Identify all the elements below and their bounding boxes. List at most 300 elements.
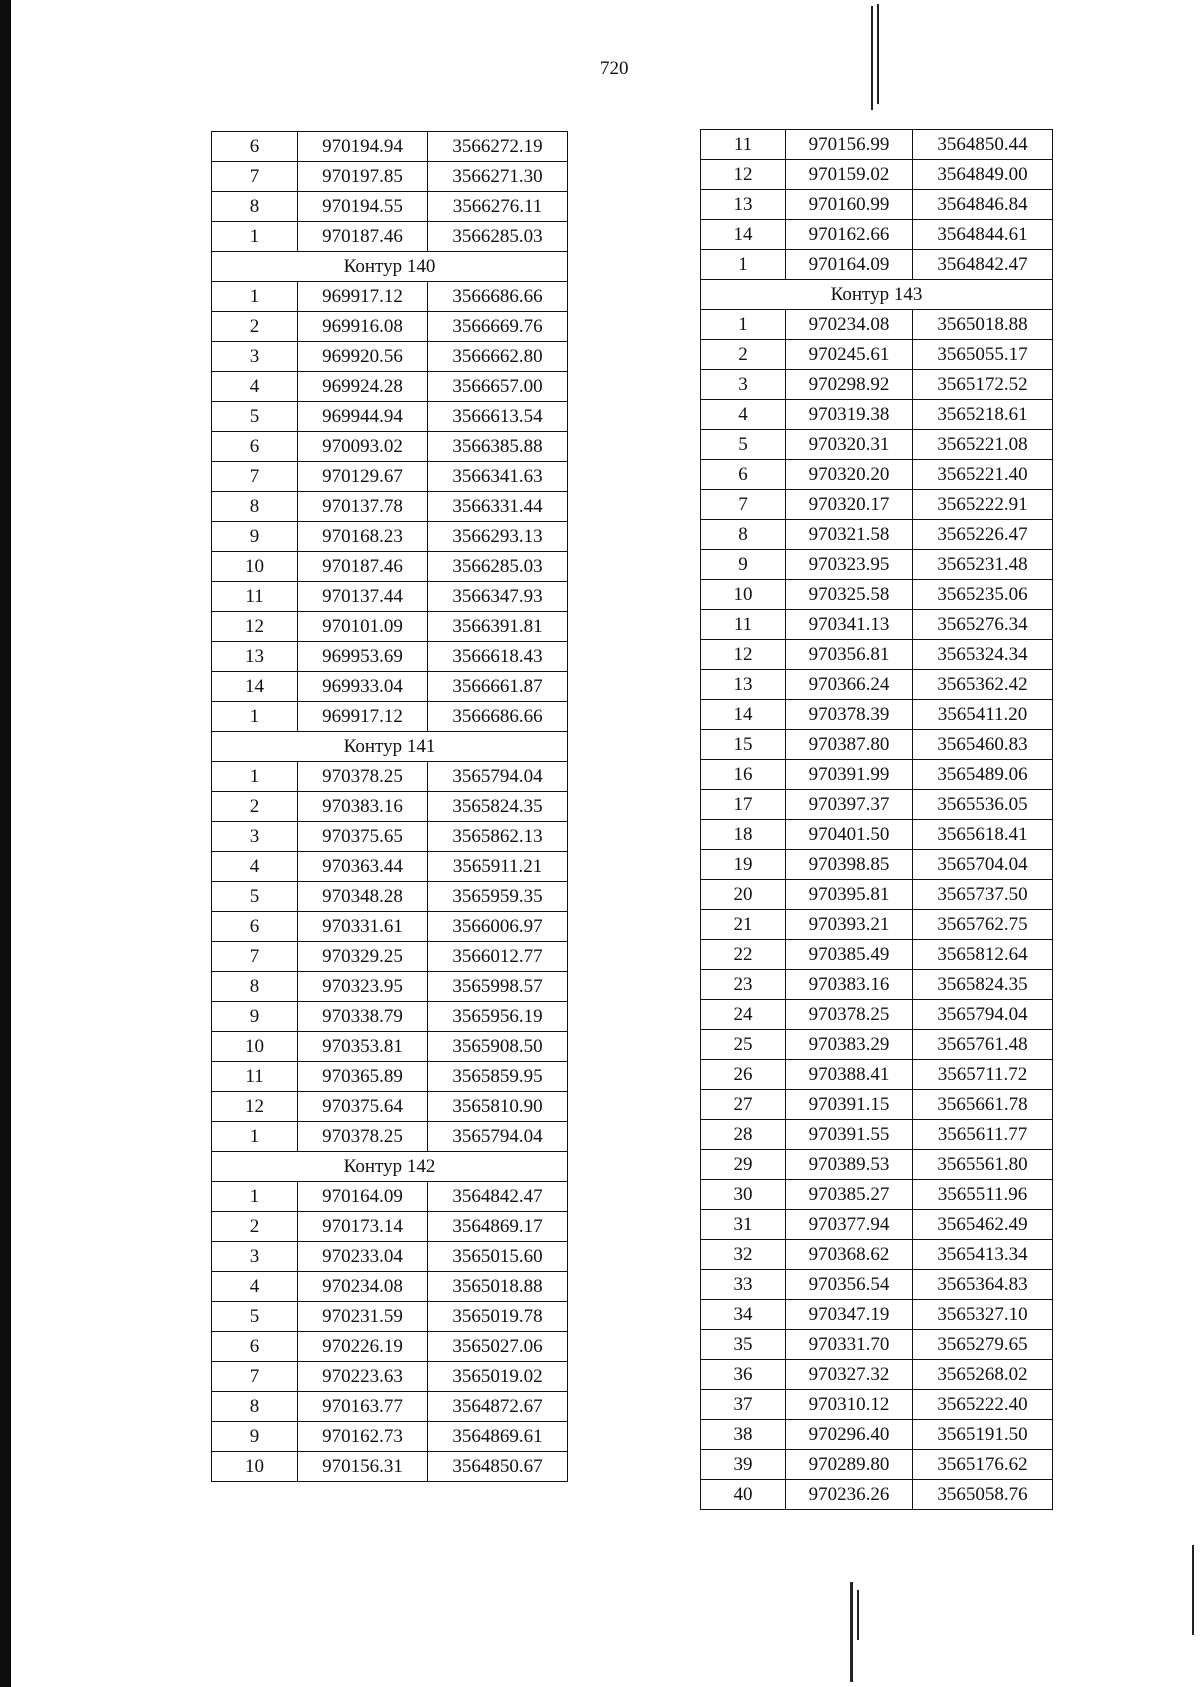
- x-coordinate-cell: 970401.50: [786, 820, 913, 850]
- point-number-cell: 5: [212, 882, 298, 912]
- y-coordinate-cell: 3566661.87: [428, 672, 568, 702]
- table-row: [701, 550, 1053, 580]
- table-row: [701, 1030, 1053, 1060]
- binding-mark-right: [1192, 1545, 1194, 1635]
- x-coordinate-cell: 970356.81: [786, 640, 913, 670]
- x-coordinate-cell: 970197.85: [298, 162, 428, 192]
- point-number-cell: 34: [701, 1300, 786, 1330]
- y-coordinate-cell: 3566347.93: [428, 582, 568, 612]
- table-row: [701, 1090, 1053, 1120]
- x-coordinate-cell: 970129.67: [298, 462, 428, 492]
- x-coordinate-cell: 970233.04: [298, 1242, 428, 1272]
- table-row: [701, 1240, 1053, 1270]
- y-coordinate-cell: 3564872.67: [428, 1392, 568, 1422]
- point-number-cell: 37: [701, 1390, 786, 1420]
- table-row: [701, 310, 1053, 340]
- y-coordinate-cell: 3564844.61: [913, 220, 1053, 250]
- table-row: [212, 192, 568, 222]
- point-number-cell: 1: [212, 222, 298, 252]
- point-number-cell: 35: [701, 1330, 786, 1360]
- y-coordinate-cell: 3565172.52: [913, 370, 1053, 400]
- x-coordinate-cell: 970375.64: [298, 1092, 428, 1122]
- y-coordinate-cell: 3565222.40: [913, 1390, 1053, 1420]
- point-number-cell: 25: [701, 1030, 786, 1060]
- table-row: [701, 580, 1053, 610]
- point-number-cell: 21: [701, 910, 786, 940]
- y-coordinate-cell: 3566271.30: [428, 162, 568, 192]
- x-coordinate-cell: 970383.29: [786, 1030, 913, 1060]
- y-coordinate-cell: 3565618.41: [913, 820, 1053, 850]
- x-coordinate-cell: 970160.99: [786, 190, 913, 220]
- y-coordinate-cell: 3565176.62: [913, 1450, 1053, 1480]
- table-row: [212, 1452, 568, 1482]
- y-coordinate-cell: 3566686.66: [428, 282, 568, 312]
- y-coordinate-cell: 3566272.19: [428, 132, 568, 162]
- table-row: [212, 672, 568, 702]
- x-coordinate-cell: 970353.81: [298, 1032, 428, 1062]
- y-coordinate-cell: 3565704.04: [913, 850, 1053, 880]
- point-number-cell: 4: [701, 400, 786, 430]
- x-coordinate-cell: 970325.58: [786, 580, 913, 610]
- point-number-cell: 3: [212, 1242, 298, 1272]
- table-row: [701, 1180, 1053, 1210]
- point-number-cell: 2: [701, 340, 786, 370]
- table-row: [701, 970, 1053, 1000]
- point-number-cell: 3: [212, 822, 298, 852]
- point-number-cell: 4: [212, 852, 298, 882]
- table-row: [701, 1270, 1053, 1300]
- y-coordinate-cell: 3565222.91: [913, 490, 1053, 520]
- table-row: [212, 282, 568, 312]
- table-row: [701, 160, 1053, 190]
- x-coordinate-cell: 970341.13: [786, 610, 913, 640]
- point-number-cell: 1: [212, 1122, 298, 1152]
- y-coordinate-cell: 3565364.83: [913, 1270, 1053, 1300]
- y-coordinate-cell: 3565015.60: [428, 1242, 568, 1272]
- table-row: [701, 700, 1053, 730]
- point-number-cell: 9: [212, 1002, 298, 1032]
- y-coordinate-cell: 3565279.65: [913, 1330, 1053, 1360]
- y-coordinate-cell: 3566613.54: [428, 402, 568, 432]
- table-row: [701, 370, 1053, 400]
- point-number-cell: 12: [701, 160, 786, 190]
- y-coordinate-cell: 3565859.95: [428, 1062, 568, 1092]
- y-coordinate-cell: 3565324.34: [913, 640, 1053, 670]
- table-row: [212, 432, 568, 462]
- x-coordinate-cell: 970338.79: [298, 1002, 428, 1032]
- table-row: [212, 702, 568, 732]
- table-row: [212, 1272, 568, 1302]
- x-coordinate-cell: 970327.32: [786, 1360, 913, 1390]
- point-number-cell: 3: [212, 342, 298, 372]
- x-coordinate-cell: 970391.55: [786, 1120, 913, 1150]
- y-coordinate-cell: 3564842.47: [428, 1182, 568, 1212]
- x-coordinate-cell: 970164.09: [786, 250, 913, 280]
- y-coordinate-cell: 3565908.50: [428, 1032, 568, 1062]
- table-row: [701, 1330, 1053, 1360]
- x-coordinate-cell: 970363.44: [298, 852, 428, 882]
- table-row: [701, 250, 1053, 280]
- table-row: [212, 1392, 568, 1422]
- point-number-cell: 8: [212, 972, 298, 1002]
- y-coordinate-cell: 3566662.80: [428, 342, 568, 372]
- point-number-cell: 1: [212, 702, 298, 732]
- point-number-cell: 7: [212, 462, 298, 492]
- x-coordinate-cell: 970383.16: [786, 970, 913, 1000]
- point-number-cell: 38: [701, 1420, 786, 1450]
- table-row: [701, 1480, 1053, 1510]
- x-coordinate-cell: 970101.09: [298, 612, 428, 642]
- x-coordinate-cell: 969917.12: [298, 702, 428, 732]
- x-coordinate-cell: 970323.95: [786, 550, 913, 580]
- contour-header-row: [212, 732, 568, 762]
- y-coordinate-cell: 3565956.19: [428, 1002, 568, 1032]
- y-coordinate-cell: 3564850.67: [428, 1452, 568, 1482]
- y-coordinate-cell: 3565019.78: [428, 1302, 568, 1332]
- point-number-cell: 11: [212, 1062, 298, 1092]
- table-row: [701, 430, 1053, 460]
- y-coordinate-cell: 3565824.35: [913, 970, 1053, 1000]
- x-coordinate-cell: 970234.08: [786, 310, 913, 340]
- y-coordinate-cell: 3566618.43: [428, 642, 568, 672]
- table-row: [212, 1122, 568, 1152]
- y-coordinate-cell: 3564869.61: [428, 1422, 568, 1452]
- table-row: [212, 342, 568, 372]
- x-coordinate-cell: 970162.73: [298, 1422, 428, 1452]
- contour-title: Контур 141: [212, 732, 568, 762]
- point-number-cell: 40: [701, 1480, 786, 1510]
- table-row: [212, 1002, 568, 1032]
- point-number-cell: 17: [701, 790, 786, 820]
- table-row: [701, 190, 1053, 220]
- point-number-cell: 2: [212, 792, 298, 822]
- point-number-cell: 1: [701, 250, 786, 280]
- x-coordinate-cell: 970329.25: [298, 942, 428, 972]
- table-row: [212, 852, 568, 882]
- y-coordinate-cell: 3566657.00: [428, 372, 568, 402]
- table-row: [212, 1062, 568, 1092]
- x-coordinate-cell: 970331.61: [298, 912, 428, 942]
- x-coordinate-cell: 970320.31: [786, 430, 913, 460]
- table-row: [212, 162, 568, 192]
- y-coordinate-cell: 3565411.20: [913, 700, 1053, 730]
- table-row: [701, 610, 1053, 640]
- table-row: [701, 400, 1053, 430]
- x-coordinate-cell: 970397.37: [786, 790, 913, 820]
- table-row: [701, 940, 1053, 970]
- point-number-cell: 28: [701, 1120, 786, 1150]
- point-number-cell: 8: [701, 520, 786, 550]
- y-coordinate-cell: 3565812.64: [913, 940, 1053, 970]
- x-coordinate-cell: 969920.56: [298, 342, 428, 372]
- point-number-cell: 7: [212, 162, 298, 192]
- table-row: [701, 1000, 1053, 1030]
- point-number-cell: 11: [212, 582, 298, 612]
- point-number-cell: 1: [701, 310, 786, 340]
- table-row: [701, 1120, 1053, 1150]
- contour-title: Контур 143: [701, 280, 1053, 310]
- table-row: [212, 642, 568, 672]
- y-coordinate-cell: 3565611.77: [913, 1120, 1053, 1150]
- x-coordinate-cell: 970159.02: [786, 160, 913, 190]
- contour-header-row: [701, 280, 1053, 310]
- table-row: [701, 1450, 1053, 1480]
- table-row: [212, 1032, 568, 1062]
- x-coordinate-cell: 970365.89: [298, 1062, 428, 1092]
- y-coordinate-cell: 3565221.40: [913, 460, 1053, 490]
- contour-title: Контур 140: [212, 252, 568, 282]
- y-coordinate-cell: 3564842.47: [913, 250, 1053, 280]
- y-coordinate-cell: 3566686.66: [428, 702, 568, 732]
- y-coordinate-cell: 3565794.04: [428, 1122, 568, 1152]
- x-coordinate-cell: 970298.92: [786, 370, 913, 400]
- point-number-cell: 15: [701, 730, 786, 760]
- coordinates-table-left: [211, 131, 568, 1482]
- table-row: [212, 822, 568, 852]
- x-coordinate-cell: 970137.44: [298, 582, 428, 612]
- x-coordinate-cell: 970378.25: [298, 1122, 428, 1152]
- point-number-cell: 8: [212, 192, 298, 222]
- x-coordinate-cell: 969924.28: [298, 372, 428, 402]
- x-coordinate-cell: 970391.15: [786, 1090, 913, 1120]
- y-coordinate-cell: 3565191.50: [913, 1420, 1053, 1450]
- table-row: [701, 1300, 1053, 1330]
- x-coordinate-cell: 970093.02: [298, 432, 428, 462]
- table-row: [701, 130, 1053, 160]
- y-coordinate-cell: 3565794.04: [913, 1000, 1053, 1030]
- point-number-cell: 14: [701, 220, 786, 250]
- x-coordinate-cell: 970395.81: [786, 880, 913, 910]
- table-row: [212, 372, 568, 402]
- point-number-cell: 13: [701, 670, 786, 700]
- point-number-cell: 26: [701, 1060, 786, 1090]
- point-number-cell: 1: [212, 282, 298, 312]
- y-coordinate-cell: 3566285.03: [428, 552, 568, 582]
- point-number-cell: 2: [212, 1212, 298, 1242]
- x-coordinate-cell: 969953.69: [298, 642, 428, 672]
- x-coordinate-cell: 970320.17: [786, 490, 913, 520]
- y-coordinate-cell: 3566276.11: [428, 192, 568, 222]
- table-row: [701, 1060, 1053, 1090]
- x-coordinate-cell: 970320.20: [786, 460, 913, 490]
- point-number-cell: 10: [212, 1032, 298, 1062]
- y-coordinate-cell: 3566293.13: [428, 522, 568, 552]
- x-coordinate-cell: 970162.66: [786, 220, 913, 250]
- point-number-cell: 9: [701, 550, 786, 580]
- x-coordinate-cell: 969916.08: [298, 312, 428, 342]
- point-number-cell: 30: [701, 1180, 786, 1210]
- x-coordinate-cell: 970331.70: [786, 1330, 913, 1360]
- x-coordinate-cell: 970234.08: [298, 1272, 428, 1302]
- point-number-cell: 33: [701, 1270, 786, 1300]
- point-number-cell: 13: [701, 190, 786, 220]
- point-number-cell: 24: [701, 1000, 786, 1030]
- point-number-cell: 12: [701, 640, 786, 670]
- table-row: [212, 882, 568, 912]
- y-coordinate-cell: 3566669.76: [428, 312, 568, 342]
- y-coordinate-cell: 3565824.35: [428, 792, 568, 822]
- table-row: [212, 1362, 568, 1392]
- table-row: [212, 462, 568, 492]
- y-coordinate-cell: 3566285.03: [428, 222, 568, 252]
- table-row: [701, 910, 1053, 940]
- x-coordinate-cell: 970137.78: [298, 492, 428, 522]
- x-coordinate-cell: 970383.16: [298, 792, 428, 822]
- point-number-cell: 29: [701, 1150, 786, 1180]
- x-coordinate-cell: 970245.61: [786, 340, 913, 370]
- x-coordinate-cell: 970156.31: [298, 1452, 428, 1482]
- y-coordinate-cell: 3565998.57: [428, 972, 568, 1002]
- point-number-cell: 7: [701, 490, 786, 520]
- table-row: [701, 640, 1053, 670]
- x-coordinate-cell: 970187.46: [298, 552, 428, 582]
- point-number-cell: 5: [701, 430, 786, 460]
- y-coordinate-cell: 3566391.81: [428, 612, 568, 642]
- page-number: 720: [600, 58, 629, 79]
- y-coordinate-cell: 3565231.48: [913, 550, 1053, 580]
- table-row: [701, 880, 1053, 910]
- table-row: [212, 912, 568, 942]
- y-coordinate-cell: 3565761.48: [913, 1030, 1053, 1060]
- point-number-cell: 1: [212, 1182, 298, 1212]
- x-coordinate-cell: 970231.59: [298, 1302, 428, 1332]
- coordinates-table-right: [700, 129, 1053, 1510]
- x-coordinate-cell: 970348.28: [298, 882, 428, 912]
- x-coordinate-cell: 969944.94: [298, 402, 428, 432]
- table-row: [701, 460, 1053, 490]
- table-row: [212, 1332, 568, 1362]
- y-coordinate-cell: 3565268.02: [913, 1360, 1053, 1390]
- y-coordinate-cell: 3565810.90: [428, 1092, 568, 1122]
- table-row: [701, 1360, 1053, 1390]
- point-number-cell: 12: [212, 612, 298, 642]
- point-number-cell: 6: [212, 432, 298, 462]
- point-number-cell: 8: [212, 492, 298, 522]
- x-coordinate-cell: 970187.46: [298, 222, 428, 252]
- table-row: [212, 1182, 568, 1212]
- x-coordinate-cell: 970226.19: [298, 1332, 428, 1362]
- y-coordinate-cell: 3566006.97: [428, 912, 568, 942]
- y-coordinate-cell: 3565055.17: [913, 340, 1053, 370]
- point-number-cell: 32: [701, 1240, 786, 1270]
- x-coordinate-cell: 969917.12: [298, 282, 428, 312]
- y-coordinate-cell: 3565711.72: [913, 1060, 1053, 1090]
- point-number-cell: 4: [212, 1272, 298, 1302]
- point-number-cell: 19: [701, 850, 786, 880]
- point-number-cell: 27: [701, 1090, 786, 1120]
- x-coordinate-cell: 970223.63: [298, 1362, 428, 1392]
- point-number-cell: 6: [212, 912, 298, 942]
- point-number-cell: 12: [212, 1092, 298, 1122]
- x-coordinate-cell: 970378.25: [298, 762, 428, 792]
- point-number-cell: 36: [701, 1360, 786, 1390]
- table-row: [212, 612, 568, 642]
- y-coordinate-cell: 3565018.88: [428, 1272, 568, 1302]
- point-number-cell: 14: [212, 672, 298, 702]
- table-row: [701, 670, 1053, 700]
- x-coordinate-cell: 970194.55: [298, 192, 428, 222]
- table-row: [212, 132, 568, 162]
- x-coordinate-cell: 970194.94: [298, 132, 428, 162]
- binding-mark-bottom: [850, 1582, 853, 1682]
- x-coordinate-cell: 970368.62: [786, 1240, 913, 1270]
- y-coordinate-cell: 3565018.88: [913, 310, 1053, 340]
- x-coordinate-cell: 970347.19: [786, 1300, 913, 1330]
- point-number-cell: 2: [212, 312, 298, 342]
- y-coordinate-cell: 3565276.34: [913, 610, 1053, 640]
- y-coordinate-cell: 3565221.08: [913, 430, 1053, 460]
- y-coordinate-cell: 3564849.00: [913, 160, 1053, 190]
- x-coordinate-cell: 970319.38: [786, 400, 913, 430]
- y-coordinate-cell: 3564850.44: [913, 130, 1053, 160]
- y-coordinate-cell: 3565511.96: [913, 1180, 1053, 1210]
- point-number-cell: 10: [701, 580, 786, 610]
- x-coordinate-cell: 970385.49: [786, 940, 913, 970]
- x-coordinate-cell: 970163.77: [298, 1392, 428, 1422]
- y-coordinate-cell: 3565460.83: [913, 730, 1053, 760]
- point-number-cell: 20: [701, 880, 786, 910]
- y-coordinate-cell: 3565058.76: [913, 1480, 1053, 1510]
- table-row: [701, 220, 1053, 250]
- x-coordinate-cell: 970236.26: [786, 1480, 913, 1510]
- y-coordinate-cell: 3565362.42: [913, 670, 1053, 700]
- x-coordinate-cell: 970388.41: [786, 1060, 913, 1090]
- table-row: [212, 312, 568, 342]
- table-row: [212, 222, 568, 252]
- table-row: [701, 730, 1053, 760]
- point-number-cell: 31: [701, 1210, 786, 1240]
- y-coordinate-cell: 3564869.17: [428, 1212, 568, 1242]
- x-coordinate-cell: 970378.25: [786, 1000, 913, 1030]
- scan-edge-bar: [0, 0, 11, 1687]
- x-coordinate-cell: 970391.99: [786, 760, 913, 790]
- x-coordinate-cell: 970389.53: [786, 1150, 913, 1180]
- x-coordinate-cell: 970378.39: [786, 700, 913, 730]
- y-coordinate-cell: 3566331.44: [428, 492, 568, 522]
- x-coordinate-cell: 970296.40: [786, 1420, 913, 1450]
- contour-title: Контур 142: [212, 1152, 568, 1182]
- table-row: [701, 850, 1053, 880]
- binding-mark-top-2: [877, 4, 879, 104]
- table-row: [212, 762, 568, 792]
- x-coordinate-cell: 970398.85: [786, 850, 913, 880]
- x-coordinate-cell: 970385.27: [786, 1180, 913, 1210]
- point-number-cell: 13: [212, 642, 298, 672]
- table-row: [701, 520, 1053, 550]
- table-row: [701, 1150, 1053, 1180]
- y-coordinate-cell: 3565561.80: [913, 1150, 1053, 1180]
- point-number-cell: 11: [701, 610, 786, 640]
- point-number-cell: 7: [212, 1362, 298, 1392]
- point-number-cell: 9: [212, 522, 298, 552]
- x-coordinate-cell: 970356.54: [786, 1270, 913, 1300]
- table-row: [212, 1422, 568, 1452]
- y-coordinate-cell: 3565019.02: [428, 1362, 568, 1392]
- point-number-cell: 4: [212, 372, 298, 402]
- x-coordinate-cell: 970321.58: [786, 520, 913, 550]
- point-number-cell: 16: [701, 760, 786, 790]
- point-number-cell: 23: [701, 970, 786, 1000]
- x-coordinate-cell: 970387.80: [786, 730, 913, 760]
- y-coordinate-cell: 3565959.35: [428, 882, 568, 912]
- table-row: [212, 582, 568, 612]
- y-coordinate-cell: 3566341.63: [428, 462, 568, 492]
- y-coordinate-cell: 3565226.47: [913, 520, 1053, 550]
- y-coordinate-cell: 3564846.84: [913, 190, 1053, 220]
- y-coordinate-cell: 3565218.61: [913, 400, 1053, 430]
- point-number-cell: 6: [212, 1332, 298, 1362]
- x-coordinate-cell: 970323.95: [298, 972, 428, 1002]
